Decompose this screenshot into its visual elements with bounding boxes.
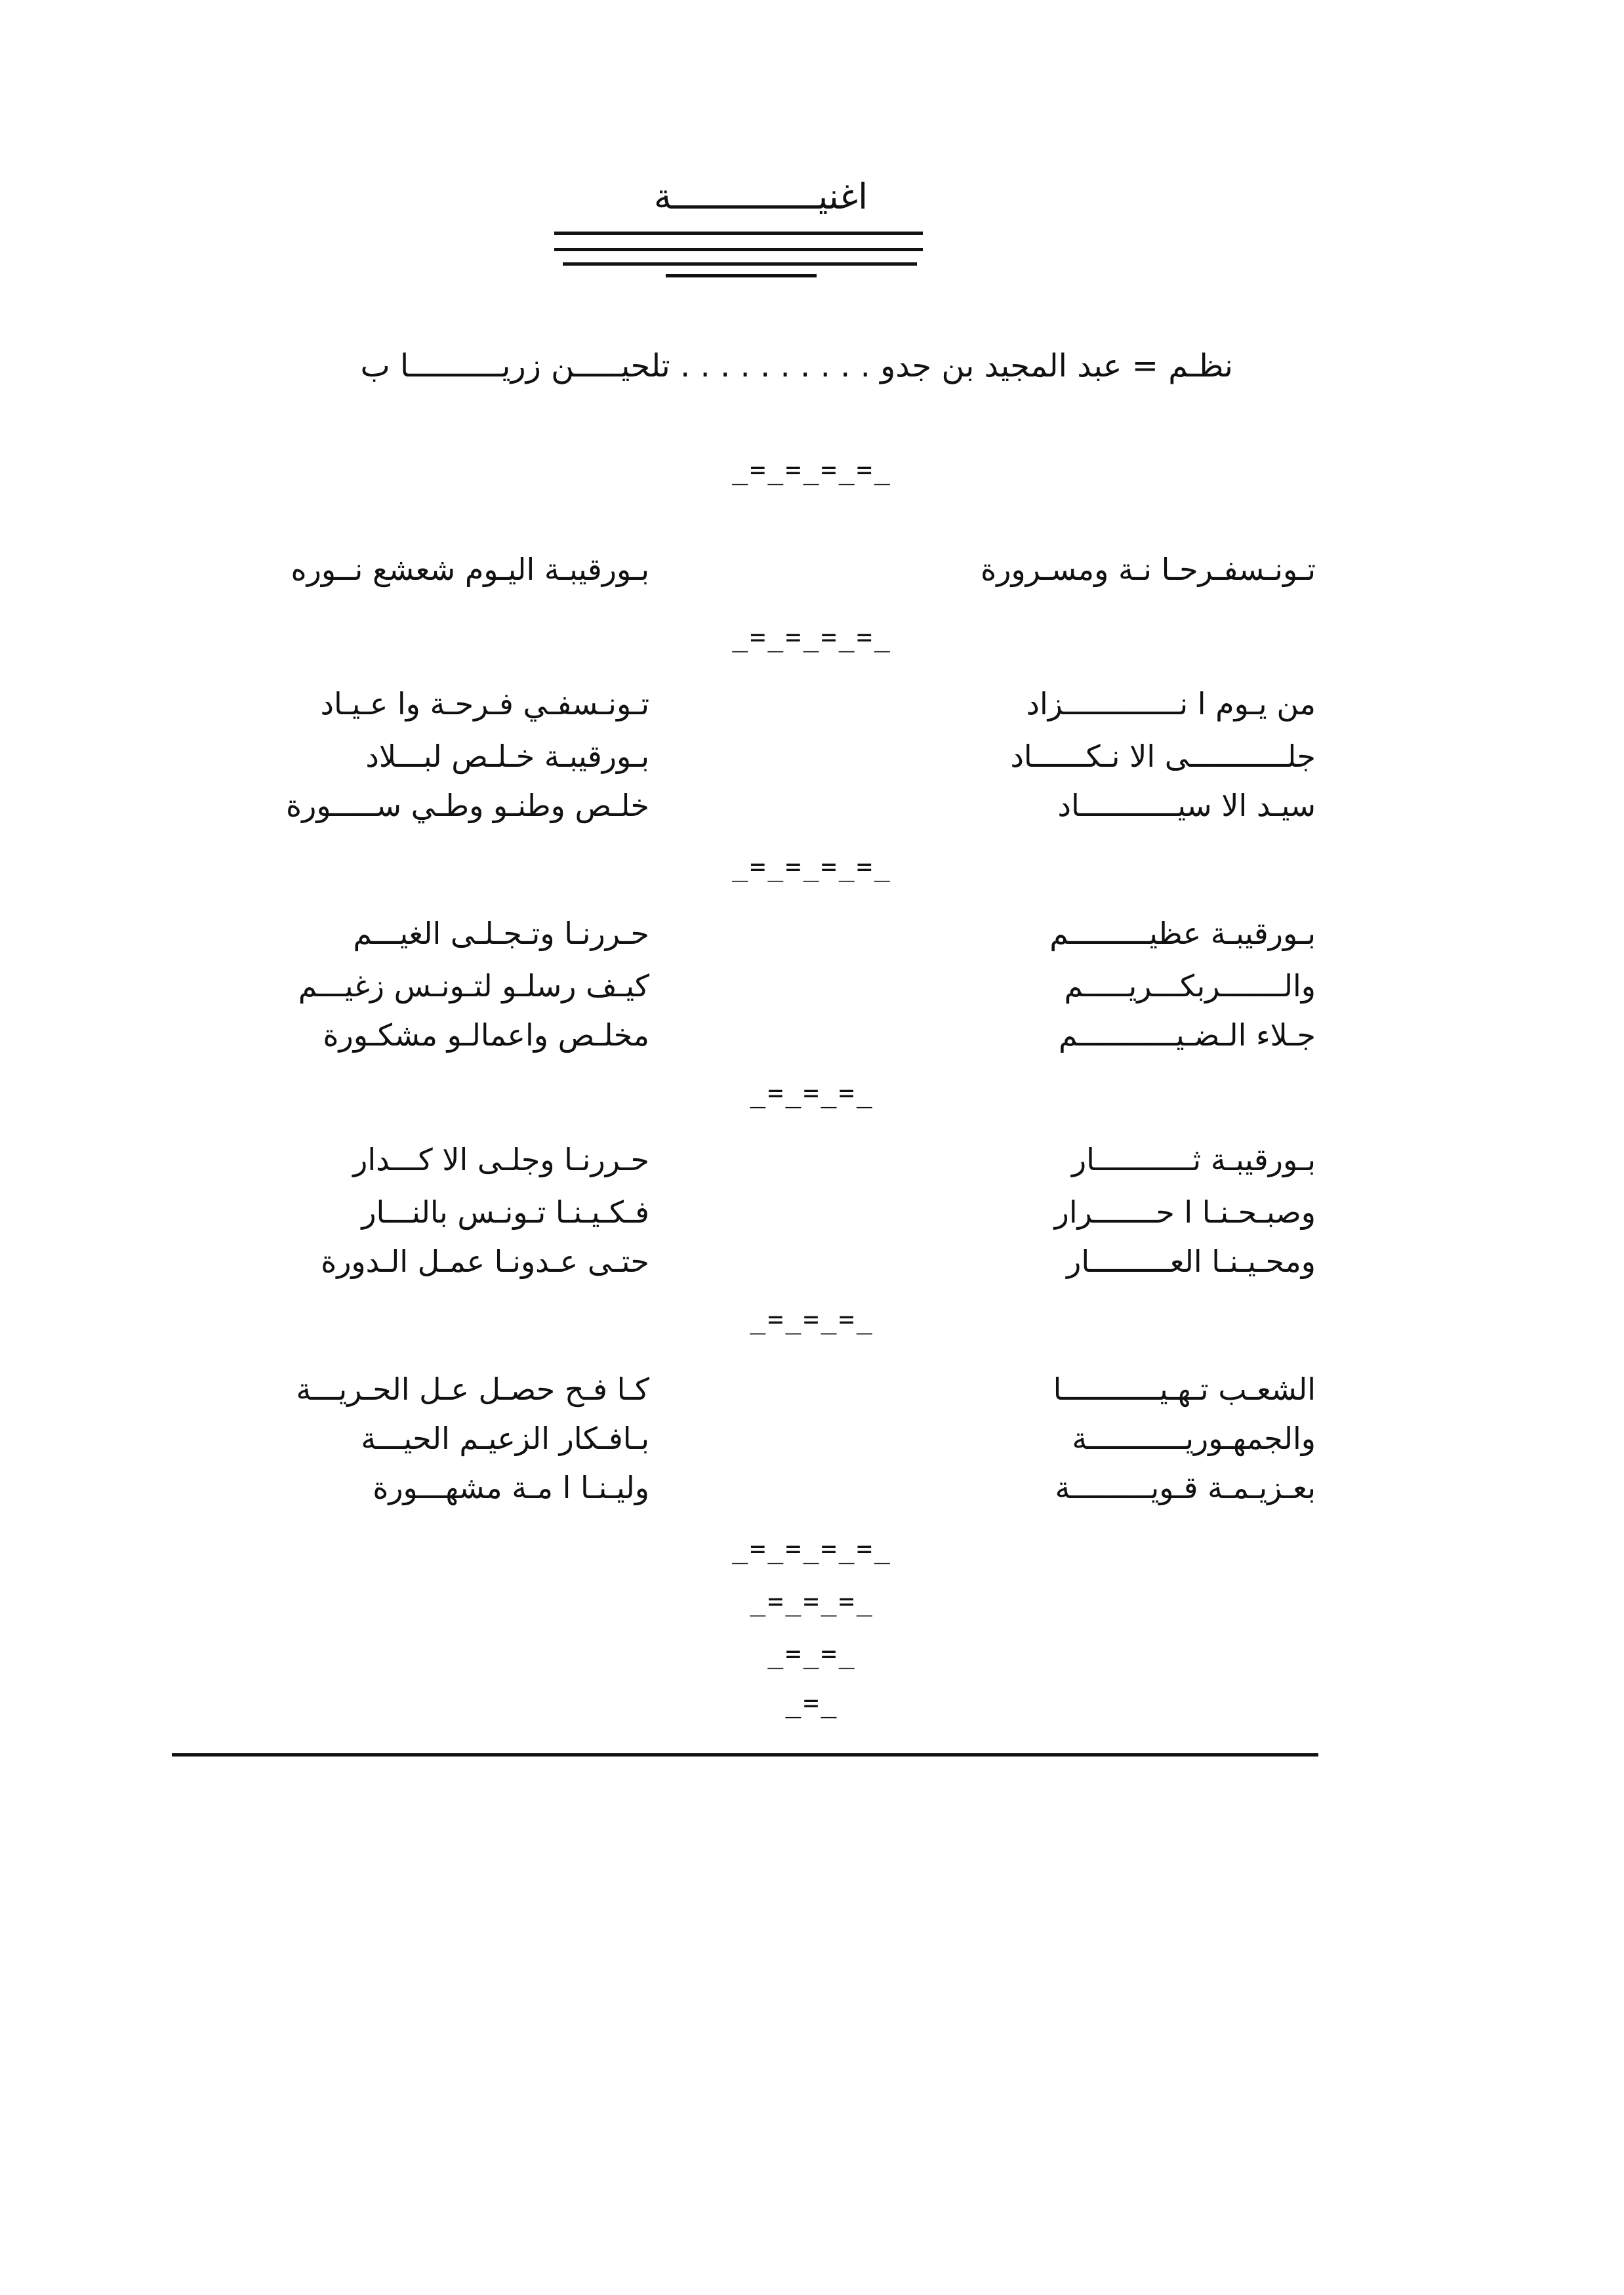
- section-separator: _=_=_=_=_: [732, 852, 892, 882]
- verse-line: من يـوم ا نـــــــــــــزاد: [1026, 686, 1316, 721]
- verse-line: ومحـيـنـا العـــــــــار: [1066, 1244, 1316, 1279]
- section-separator: _=_=_=_=_: [732, 1534, 892, 1564]
- section-separator: _=_=_: [767, 1639, 857, 1669]
- verse-line: جـلاء الـضـيـــــــــــم: [1059, 1017, 1316, 1053]
- verse-line: حـررنـا وتـجـلـى الغيـــم: [353, 916, 649, 951]
- verse-line: فـكـيـنـا تـونـس بالنـــار: [361, 1194, 649, 1230]
- verse-line: بـافـكار الزعيـم الحيـــة: [361, 1421, 649, 1456]
- author-composer-credit: نظـم = عبد المجيد بن جدو . . . . . . . . . . تلحيـــــن زريــــــــــا ب: [360, 348, 1233, 384]
- section-separator: _=_=_=_=_: [732, 622, 892, 653]
- verse-line: بـورقيبـة خـلـص لبـــلاد: [365, 739, 649, 774]
- verse-line: بـورقيبـة اليـوم شعشع نــوره: [291, 552, 649, 587]
- verse-line: حـررنـا وجلـى الا كـــدار: [353, 1142, 649, 1177]
- title-underline-1: [554, 232, 923, 235]
- title-underline-3: [563, 262, 917, 266]
- song-title: اغنيــــــــــــــة: [653, 176, 868, 217]
- section-separator: _=_=_=_: [750, 1078, 874, 1108]
- verse-line: بعـزيـمـة قـويـــــــــة: [1055, 1470, 1316, 1505]
- verse-line: تـونـسفـي فـرحـة وا عـيـاد: [320, 686, 649, 721]
- section-separator: _=_=_=_: [750, 1305, 874, 1335]
- verse-line: والجمهـوريـــــــــــة: [1072, 1421, 1316, 1456]
- verse-line: وليـنـا ا مـة مشهـــورة: [373, 1470, 649, 1505]
- title-underline-2: [554, 248, 923, 251]
- verse-line: جلـــــــــــى الا نـكــــــاد: [1010, 739, 1316, 774]
- verse-line: سيـد الا سيـــــــــــاد: [1057, 788, 1316, 823]
- verse-line: كـا فـح حصـل عـل الحـريـــة: [296, 1371, 649, 1407]
- verse-line: كيـف رسلـو لتـونـس زغيـــم: [298, 968, 649, 1004]
- section-separator: _=_: [785, 1688, 839, 1718]
- section-separator: _=_=_=_: [750, 1587, 874, 1617]
- verse-line: خلـص وطنـو وطـي ســـــورة: [286, 788, 649, 823]
- section-separator: _=_=_=_=_: [732, 455, 892, 485]
- verse-line: والـــــــربكـــريـــــم: [1064, 968, 1316, 1004]
- verse-line: حتـى عـدونـا عمـل الـدورة: [321, 1244, 649, 1279]
- closing-rule: [172, 1753, 1318, 1757]
- verse-line: بـورقيبـة عظيـــــــــم: [1049, 916, 1316, 951]
- verse-line: وصبـحـنـا ا حـــــــرار: [1054, 1194, 1316, 1230]
- title-underline-4: [666, 274, 817, 277]
- verse-line: بـورقيبـة ثـــــــــــار: [1071, 1142, 1316, 1177]
- verse-line: تـونـسفـرحـا نـة ومسـرورة: [981, 552, 1316, 587]
- verse-line: الشعـب تـهـيـــــــــــا: [1053, 1371, 1316, 1407]
- verse-line: مخلـص واعمالـو مشكـورة: [323, 1017, 649, 1053]
